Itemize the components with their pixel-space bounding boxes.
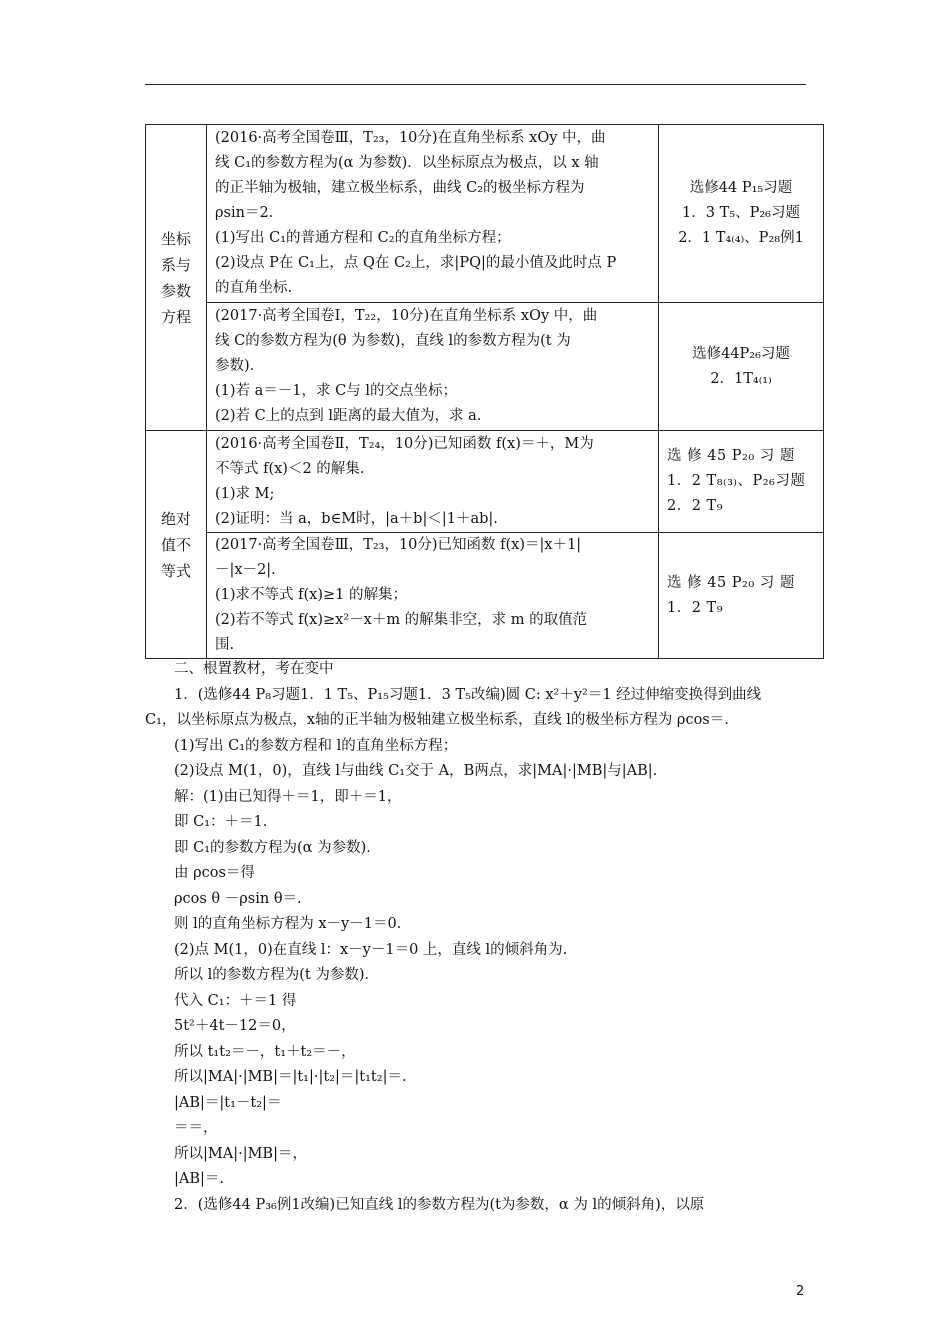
question-line: (1)求 M; [215, 485, 275, 502]
text-line: C₁，以坐标原点为极点，x轴的正半轴为极轴建立极坐标系，直线 l的极坐标方程为 ρcos＝. [145, 712, 729, 728]
reference-line: 2．1T₄₍₁₎ [710, 370, 772, 387]
text-line: 所以|MA|·|MB|＝|t₁|·|t₂|＝|t₁t₂|＝. [174, 1069, 407, 1085]
text-line: 二、根置教材，考在变中 [174, 661, 334, 677]
question-line: (2)若 C上的点到 l距离的最大值为，求 a. [215, 408, 482, 424]
text-line: ρcos θ －ρsin θ＝. [174, 890, 302, 907]
text-line: 1．(选修44 P₈习题1．1 T₅、P₁₅习题1．3 T₅改编)圆 C: x²＋y²＝1 经过伸缩变换得到曲线 [174, 686, 762, 703]
header-rule [145, 84, 806, 85]
question-line: 参数)． [215, 358, 265, 374]
question-line: －|x－2|. [215, 562, 276, 578]
reference-line: 1．3 T₅、P₂₆习题 [682, 205, 800, 221]
category-label: 坐标 [160, 229, 191, 248]
body-text [145, 657, 817, 1218]
text-line: 所以|MA|·|MB|＝， [174, 1145, 307, 1162]
table-row [146, 125, 824, 303]
reference-line: 选 修 45 P₂₀ 习 题 [667, 574, 795, 591]
reference-cell [659, 303, 824, 431]
question-line: 线 C的参数方程为(θ 为参数)，直线 l的参数方程为(t 为 [215, 333, 571, 349]
category-label: 等式 [160, 561, 191, 580]
reference-line: 选 修 45 P₂₀ 习 题 [667, 448, 795, 464]
page-number: 2 [796, 1284, 805, 1299]
reference-cell [659, 125, 824, 303]
question-line: (1)写出 C₁的普通方程和 C₂的直角坐标方程； [215, 230, 511, 246]
question-cell [207, 303, 659, 431]
table-row [146, 431, 824, 533]
question-line: (2017·高考全国卷Ⅲ，T₂₃，10分)已知函数 f(x)＝|x＋1| [215, 537, 582, 553]
text-line: 解：(1)由已知得＋＝1，即＋＝1， [174, 788, 402, 805]
category-cell [146, 431, 207, 659]
text-line: 2．(选修44 P₃₆例1改编)已知直线 l的参数方程为(t为参数，α 为 l的倾斜角)，以原 [174, 1196, 705, 1213]
reference-cell [659, 533, 824, 659]
text-line: 5t²＋4t－12＝0， [174, 1018, 296, 1034]
category-label: 值不 [160, 535, 191, 554]
question-line: (2017·高考全国卷Ⅰ，T₂₂，10分)在直角坐标系 xOy 中，曲 [215, 308, 598, 324]
exam-reference-table [145, 124, 824, 659]
text-line: 则 l的直角坐标方程为 x－y－1＝0. [174, 916, 402, 932]
question-line: 的正半轴为极轴，建立极坐标系，曲线 C₂的极坐标方程为 [215, 180, 585, 196]
table-row [146, 533, 824, 659]
text-line: 所以 l的参数方程为(t 为参数)． [174, 967, 379, 983]
question-line: (2016·高考全国卷Ⅱ，T₂₄，10分)已知函数 f(x)＝＋，M为 [215, 435, 594, 452]
reference-line: 2．2 T₉ [667, 498, 724, 514]
reference-line: 选修44 P₁₅习题 [689, 180, 793, 196]
question-line: 不等式 f(x)＜2 的解集. [215, 460, 365, 477]
text-line: 即 C₁的参数方程为(α 为参数)． [174, 839, 381, 856]
reference-line: 2．1 T₄₍₄₎、P₂₈例1 [678, 230, 804, 246]
question-line: ρsin＝2. [215, 205, 274, 221]
category-label: 绝对 [160, 509, 191, 528]
question-line: (2)若不等式 f(x)≥x²－x＋m 的解集非空，求 m 的取值范 [215, 612, 588, 628]
text-line: 所以 t₁t₂＝－，t₁＋t₂＝－， [174, 1043, 356, 1060]
text-line: (1)写出 C₁的参数方程和 l的直角坐标方程； [174, 737, 458, 754]
question-line: 围. [215, 637, 235, 653]
question-line: (2)证明：当 a，b∈M时，|a＋b|＜|1＋ab|. [215, 510, 498, 527]
text-line: ＝＝， [174, 1120, 218, 1136]
reference-cell [659, 431, 824, 533]
question-line: (2016·高考全国卷Ⅲ，T₂₃，10分)在直角坐标系 xOy 中，曲 [215, 130, 606, 146]
text-line: 由 ρcos＝得 [174, 865, 255, 881]
reference-line: 1．2 T₉ [667, 599, 724, 616]
question-line: 线 C₁的参数方程为(α 为参数)．以坐标原点为极点，以 x 轴 [215, 155, 599, 171]
category-label: 方程 [160, 307, 191, 326]
question-line: (1)求不等式 f(x)≥1 的解集； [215, 587, 407, 603]
category-label: 参数 [160, 281, 191, 300]
category-cell [146, 125, 207, 431]
reference-line: 1．2 T₈₍₃₎、P₂₆习题 [667, 473, 806, 489]
text-line: 即 C₁：＋＝1. [174, 814, 268, 830]
question-cell [207, 431, 659, 533]
reference-line: 选修44P₂₆习题 [692, 345, 790, 362]
question-cell [207, 533, 659, 659]
table-row [146, 303, 824, 431]
question-line: (1)若 a＝－1，求 C与 l的交点坐标； [215, 383, 457, 399]
question-cell [207, 125, 659, 303]
text-line: 代入 C₁：＋＝1 得 [174, 992, 297, 1009]
text-line: (2)设点 M(1，0)，直线 l与曲线 C₁交于 A，B两点，求|MA|·|MB|与|AB|. [174, 763, 658, 779]
question-line: 的直角坐标. [215, 280, 293, 296]
text-line: |AB|＝. [174, 1171, 225, 1187]
category-label: 系与 [160, 255, 191, 274]
question-line: (2)设点 P在 C₁上，点 Q在 C₂上，求|PQ|的最小值及此时点 P [215, 255, 617, 271]
text-line: |AB|＝|t₁－t₂|＝ [174, 1094, 282, 1111]
text-line: (2)点 M(1，0)在直线 l：x－y－1＝0 上，直线 l的倾斜角为. [174, 941, 568, 958]
